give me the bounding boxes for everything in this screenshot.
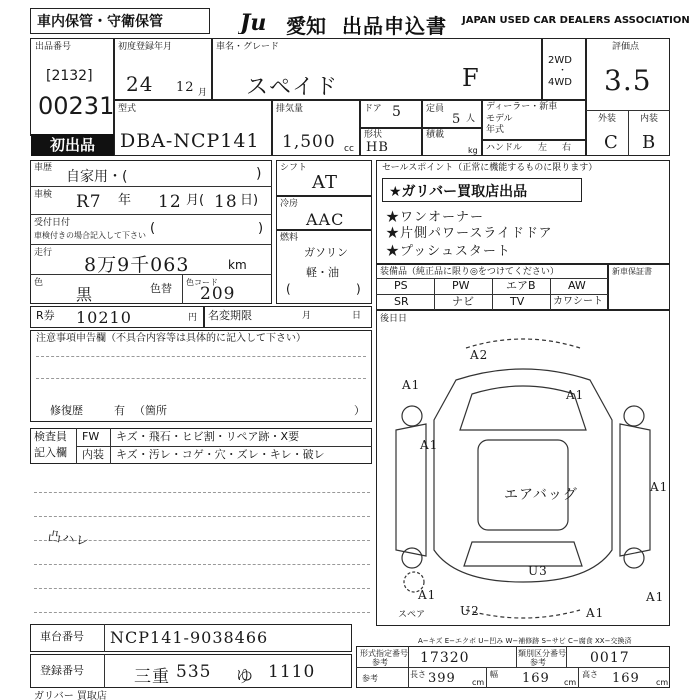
post-delivery-label: 後日日 <box>380 314 408 324</box>
svg-text:Ju: Ju <box>240 10 267 34</box>
fuel-value1: ガソリン <box>304 246 348 259</box>
recycle-label: R券 <box>36 309 55 322</box>
car-name-value: スペイド <box>246 75 339 100</box>
class-no-label: 類別区分番号 <box>518 649 566 658</box>
color-code: 209 <box>200 284 236 304</box>
registration-label: 初度登録年月 <box>118 42 173 52</box>
diagram-annotation-11: A1 <box>586 606 605 620</box>
model-value: DBA-NCP141 <box>120 130 260 152</box>
name-change-month: 月 <box>302 311 312 321</box>
inspector-row1-tag: FW <box>82 430 100 443</box>
shift-label: シフト <box>280 163 308 173</box>
inspection-year-unit: 年 <box>118 193 132 208</box>
length-value: 399 <box>428 671 456 686</box>
length-label: 長さ <box>410 670 426 679</box>
inspection-day-unit: 日) <box>240 193 259 208</box>
equip-r2-c1: SR <box>394 295 409 308</box>
region-name: 愛知 <box>286 14 326 38</box>
displacement-label: 排気量 <box>276 104 304 114</box>
doors-value: 5 <box>392 104 402 120</box>
equip-r1-c3: エアB <box>506 279 536 292</box>
lot-label: 出品番号 <box>35 42 72 52</box>
capacity-label: 定員 <box>426 104 445 114</box>
inspector-label-1: 検査員 <box>34 430 67 443</box>
notes-label: 注意事項申告欄（不具合内容等は具体的に記入して下さい） <box>36 333 306 344</box>
drive-2wd: 2WD <box>548 55 572 66</box>
handle-label: ハンドル <box>486 143 523 153</box>
load-unit: kg <box>468 146 478 155</box>
lot-number: 00231 <box>38 92 115 120</box>
capacity-unit: 人 <box>466 114 476 124</box>
fuel-paren-r: ) <box>356 282 361 296</box>
storage-box: 車内保管・守衛保管 <box>30 8 210 34</box>
diagram-annotation-10: A1 <box>418 588 437 602</box>
shift-value: AT <box>312 172 339 193</box>
fuel-label: 燃料 <box>280 233 299 243</box>
car-grade-value: F <box>462 64 480 92</box>
equip-r2-c2: ナビ <box>452 295 474 308</box>
first-listing-badge: 初出品 <box>31 134 114 156</box>
class-no-value: 0017 <box>590 650 630 666</box>
repair-history-label: 修復歴 <box>50 404 83 417</box>
diagram-annotation-7: U3 <box>528 564 548 578</box>
fuel-value2: 軽・油 <box>306 266 339 279</box>
handle-left: 左 <box>538 143 548 153</box>
color-value: 黒 <box>76 285 94 304</box>
spec-ref-label-1: 参考 <box>372 658 388 667</box>
usage-label: 車歴 <box>34 163 53 173</box>
diagram-annotation-5: A1 <box>650 480 669 494</box>
plate-region: 三重 <box>134 667 170 687</box>
displacement-value: 1,500 <box>282 132 336 152</box>
height-cm: cm <box>656 678 669 687</box>
inspection-month-unit: 月( <box>186 193 205 208</box>
form-title: 出品申込書 <box>342 14 447 38</box>
spare-label: スペア <box>398 610 426 620</box>
lot-bracket-code: [2132] <box>46 68 93 84</box>
diagram-annotation-1: A2 <box>470 348 489 362</box>
plate-class: 535 <box>176 662 212 682</box>
spec-ref-label-3: 参考 <box>362 674 378 683</box>
equip-r1-c2: PW <box>452 279 470 292</box>
exterior-label: 外装 <box>598 114 617 124</box>
type-no-label: 形式指定番号 <box>360 649 408 658</box>
load-label: 積載 <box>426 130 445 140</box>
ac-value: AAC <box>306 210 345 229</box>
height-value: 169 <box>612 671 640 686</box>
inspector-row1-items: キズ・飛石・ヒビ割・リペア跡・X要 <box>116 430 300 443</box>
usage-value: 自家用・( <box>66 169 128 185</box>
inspection-label: 車検 <box>34 190 53 200</box>
equip-r2-c4: カワシート <box>553 296 603 307</box>
plate-label: 登録番号 <box>40 664 84 677</box>
handle-right: 右 <box>562 143 572 153</box>
length-cm: cm <box>472 678 485 687</box>
interior-label: 内装 <box>640 114 659 124</box>
plate-number: 1110 <box>268 662 316 682</box>
car-diagram <box>376 320 670 620</box>
diagram-annotation-8: U2 <box>460 604 480 618</box>
interior-grade: B <box>642 132 657 153</box>
selling-point-2: ★片側パワースライドドア <box>386 226 553 241</box>
rating-score: 3.5 <box>604 64 652 97</box>
warranty-label: 新車保証書 <box>612 267 652 276</box>
equip-r1-c4: AW <box>568 279 586 292</box>
recycle-unit: 円 <box>188 313 198 323</box>
capacity-value: 5 <box>452 112 462 127</box>
selling-point-3: ★プッシュスタート <box>386 244 511 259</box>
equip-r1-c1: PS <box>394 279 408 292</box>
mileage-label: 走行 <box>34 248 53 258</box>
registration-month: 12 <box>176 80 195 95</box>
ac-label: 冷房 <box>280 199 299 209</box>
spec-ref-label-2: 参考 <box>530 658 546 667</box>
car-name-label: 車名・グレード <box>216 42 280 52</box>
equipment-label: 装備品（純正品に限り◎をつけてください） <box>380 267 559 277</box>
registration-month-unit: 月 <box>198 88 208 98</box>
shape-label: 形状 <box>364 130 383 140</box>
displacement-unit: cc <box>344 144 354 154</box>
selling-point-1: ★ワンオーナー <box>386 210 485 225</box>
diagram-annotation-2: A1 <box>402 378 421 392</box>
plate-kana: ゆ <box>236 667 254 687</box>
gulliver-banner: ★ガリバー買取店出品 <box>382 178 582 202</box>
drive-dot: ・ <box>558 66 568 76</box>
repair-close: ） <box>354 404 365 417</box>
color-swap-label: 色替 <box>150 282 172 295</box>
mileage-value: 8万9千063 <box>84 254 190 276</box>
width-cm: cm <box>564 678 577 687</box>
mileage-unit: km <box>228 258 247 272</box>
ju-logo <box>238 10 282 34</box>
drive-4wd: 4WD <box>548 77 572 88</box>
color-code-label: 色コード <box>186 278 218 287</box>
inspector-row2-items: キズ・汚レ・コゲ・穴・ズレ・キレ・破レ <box>116 448 325 461</box>
association-name: JAPAN USED CAR DEALERS ASSOCIATION <box>462 15 690 26</box>
inspection-month: 12 <box>158 192 182 212</box>
dealer-label: ディーラー・新車 <box>486 102 558 112</box>
height-label: 高さ <box>582 670 598 679</box>
margin-note: 凸ハレ <box>46 529 91 550</box>
type-no-value: 17320 <box>420 650 470 666</box>
lot-box <box>30 38 114 136</box>
dealer-year-label: 年式 <box>486 125 505 135</box>
registration-year: 24 <box>126 72 154 96</box>
diagram-annotation-3: A1 <box>566 388 585 402</box>
exterior-grade: C <box>604 132 619 153</box>
reception-label: 受付日付 <box>34 218 71 228</box>
ju-logo-icon <box>238 10 282 34</box>
diagram-legend: A−キズ E−エクボ U−凹み W−補修跡 S−サビ C−腐食 XX−交換済 <box>418 637 632 645</box>
usage-close: ) <box>256 166 262 182</box>
reception-note: 車検付きの場合記入して下さい <box>34 231 146 240</box>
recycle-value: 10210 <box>76 308 132 327</box>
repair-yes: 有 <box>114 404 125 417</box>
selling-points-label: セールスポイント（正常に機能するものに限ります） <box>382 163 598 173</box>
fuel-paren-l: ( <box>286 282 291 296</box>
name-change-label: 名変期限 <box>208 309 252 322</box>
model-label: 型式 <box>118 104 137 114</box>
repair-part: （箇所 <box>134 404 167 417</box>
reception-open: ( <box>150 221 156 236</box>
reception-close: ) <box>258 221 264 236</box>
diagram-annotation-4: A1 <box>420 438 439 452</box>
color-label: 色 <box>34 278 44 288</box>
chassis-value: NCP141-9038466 <box>110 628 269 647</box>
shape-value: HB <box>366 140 389 155</box>
diagram-annotation-9: A1 <box>646 590 665 604</box>
inspection-day: 18 <box>214 192 238 212</box>
name-change-day: 日 <box>352 311 362 321</box>
dealer-model-label: モデル <box>486 114 513 124</box>
width-label: 幅 <box>490 670 498 679</box>
rating-label: 評価点 <box>612 42 640 52</box>
chassis-label: 車台番号 <box>40 630 84 643</box>
inspection-era: R7 <box>76 192 102 212</box>
width-value: 169 <box>522 671 550 686</box>
inspector-label-2: 記入欄 <box>34 446 67 459</box>
diagram-airbag: エアバッグ <box>504 487 578 503</box>
doors-label: ドア <box>364 104 382 114</box>
footer-text: ガリバー 買取店 <box>34 691 107 700</box>
equip-r2-c3: TV <box>510 295 525 308</box>
inspector-row2-tag: 内装 <box>82 448 104 461</box>
